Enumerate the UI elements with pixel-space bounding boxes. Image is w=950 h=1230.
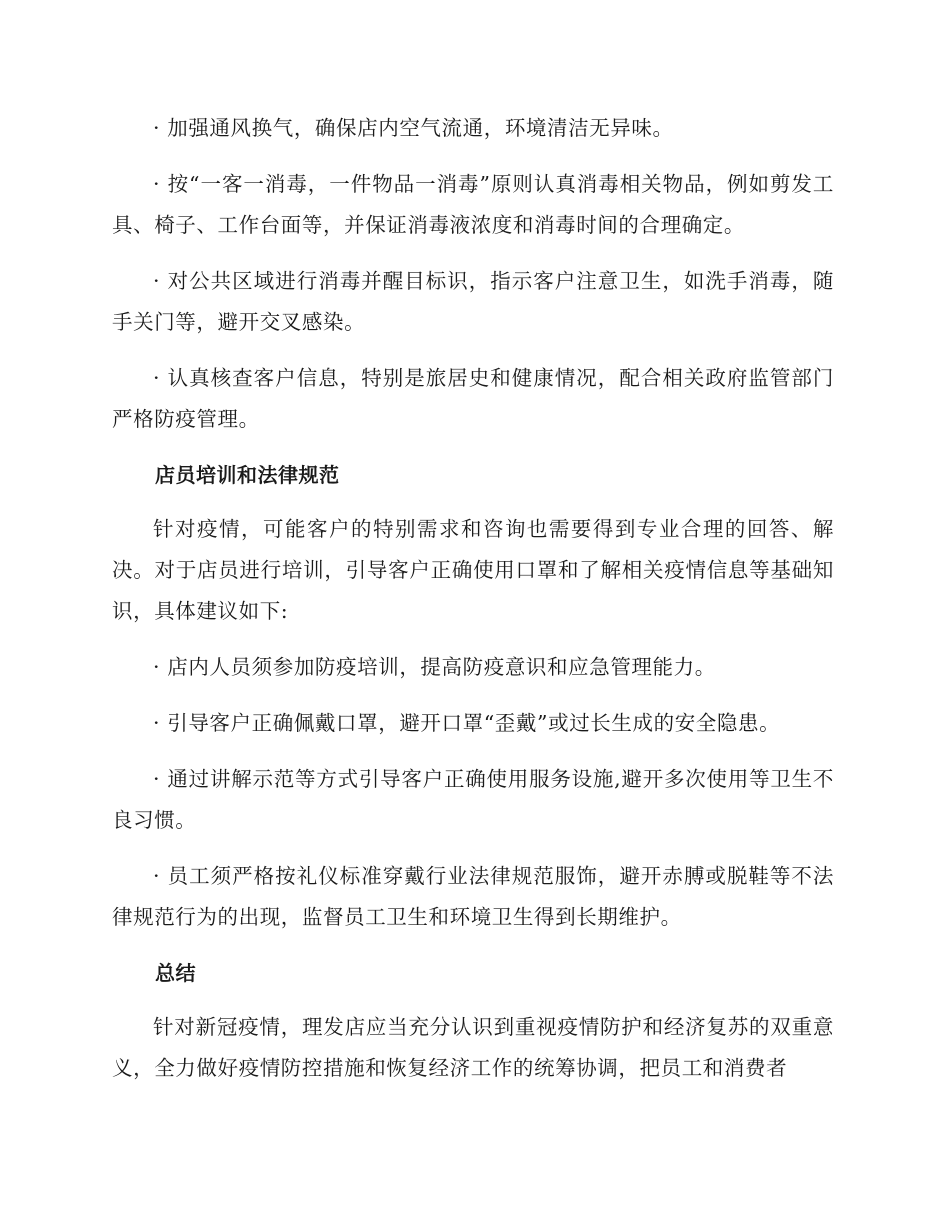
bullet-disinfection-principle: · 按“一客一消毒，一件物品一消毒”原则认真消毒相关物品，例如剪发工具、椅子、工作台面等，并保证消毒液浓度和消毒时间的合理确定。 — [112, 172, 834, 237]
bullet-staff-training: · 店内人员须参加防疫培训，提高防疫意识和应急管理能力。 — [153, 655, 716, 679]
document-page — [112, 108, 834, 1104]
bullet-public-area: · 对公共区域进行消毒并醒目标识，指示客户注意卫生，如洗手消毒，随手关门等，避开交叉感染。 — [112, 269, 834, 334]
summary-paragraph: 针对新冠疫情，理发店应当充分认识到重视疫情防护和经济复苏的双重意义，全力做好疫情防控措施和恢复经济工作的统筹协调，把员工和消费者 — [112, 1015, 834, 1080]
training-intro: 针对疫情，可能客户的特别需求和咨询也需要得到专业合理的回答、解决。对于店员进行培训，引导客户正确使用口罩和了解相关疫情信息等基础知识，具体建议如下: — [112, 517, 834, 623]
section-heading-training: 店员培训和法律规范 — [155, 463, 340, 487]
bullet-ventilation: · 加强通风换气，确保店内空气流通，环境清洁无异味。 — [153, 116, 674, 140]
section-heading-summary: 总结 — [155, 961, 196, 985]
bullet-dress-code: · 员工须严格按礼仪标准穿戴行业法律规范服饰，避开赤膊或脱鞋等不法律规范行为的出现，监督员工卫生和环境卫生得到长期维护。 — [112, 864, 834, 929]
bullet-mask-guidance: · 引导客户正确佩戴口罩，避开口罩“歪戴”或过长生成的安全隐患。 — [153, 711, 781, 735]
bullet-facility-usage: · 通过讲解示范等方式引导客户正确使用服务设施,避开多次使用等卫生不良习惯。 — [112, 767, 834, 832]
bullet-customer-info: · 认真核查客户信息，特别是旅居史和健康情况，配合相关政府监管部门严格防疫管理。 — [112, 366, 834, 431]
